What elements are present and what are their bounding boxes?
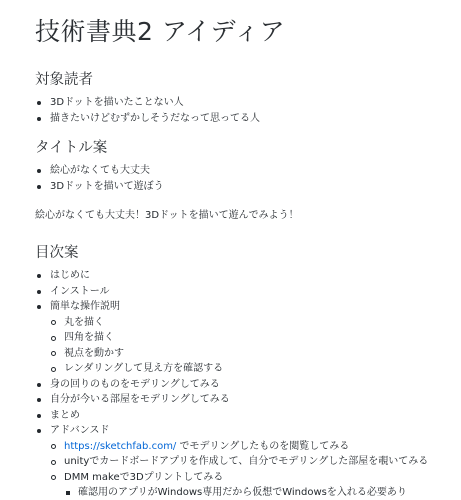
list-item: レンダリングして見え方を確認する (35, 361, 445, 377)
toc-list (35, 268, 445, 500)
titles-list (35, 163, 445, 194)
list-item: unityでカードボードアプリを作成して、自分でモデリングした部屋を覗いてみる (35, 454, 445, 470)
list-item: 自分が今いる部屋をモデリングしてみる (35, 392, 445, 408)
audience-heading: 対象読者 (35, 72, 93, 88)
list-item: 丸を描く (35, 315, 445, 331)
list-item: 四角を描く (35, 330, 445, 346)
tagline-paragraph: 絵心がなくても大丈夫！3Dドットを描いて遊んでみよう！ (35, 210, 299, 221)
titles-heading: タイトル案 (35, 140, 108, 156)
list-item: 3Dドットを描いたことない人 (35, 95, 445, 111)
list-item: DMM makeで3Dプリントしてみる (35, 470, 445, 486)
sketchfab-link[interactable]: https://sketchfab.com/ (64, 440, 177, 452)
list-item: アドバンスド (35, 423, 445, 439)
toc-section (35, 243, 445, 500)
titles-section (35, 138, 445, 194)
list-item: 絵心がなくても大丈夫 (35, 163, 445, 179)
list-item: 確認用のアプリがWindows専用だから仮想でWindowsを入れる必要あり (35, 485, 445, 500)
sketchfab-link-text: でモデリングしたものを閲覧してみる (176, 440, 350, 452)
list-item: 3Dドットを描いて遊ぼう (35, 179, 445, 195)
list-item: 身の回りのものをモデリングしてみる (35, 377, 445, 393)
page-title: 技術書典2 アイディア (35, 17, 286, 46)
list-item: はじめに (35, 268, 445, 284)
list-item-sketchfab (35, 439, 445, 455)
list-item: 簡単な操作説明 (35, 299, 445, 315)
list-item: 視点を動かす (35, 346, 445, 362)
toc-heading: 目次案 (35, 245, 79, 261)
list-item: インストール (35, 284, 445, 300)
audience-section (35, 70, 445, 126)
audience-list (35, 95, 445, 126)
list-item: 描きたいけどむずかしそうだなって思ってる人 (35, 111, 445, 127)
list-item: まとめ (35, 408, 445, 424)
